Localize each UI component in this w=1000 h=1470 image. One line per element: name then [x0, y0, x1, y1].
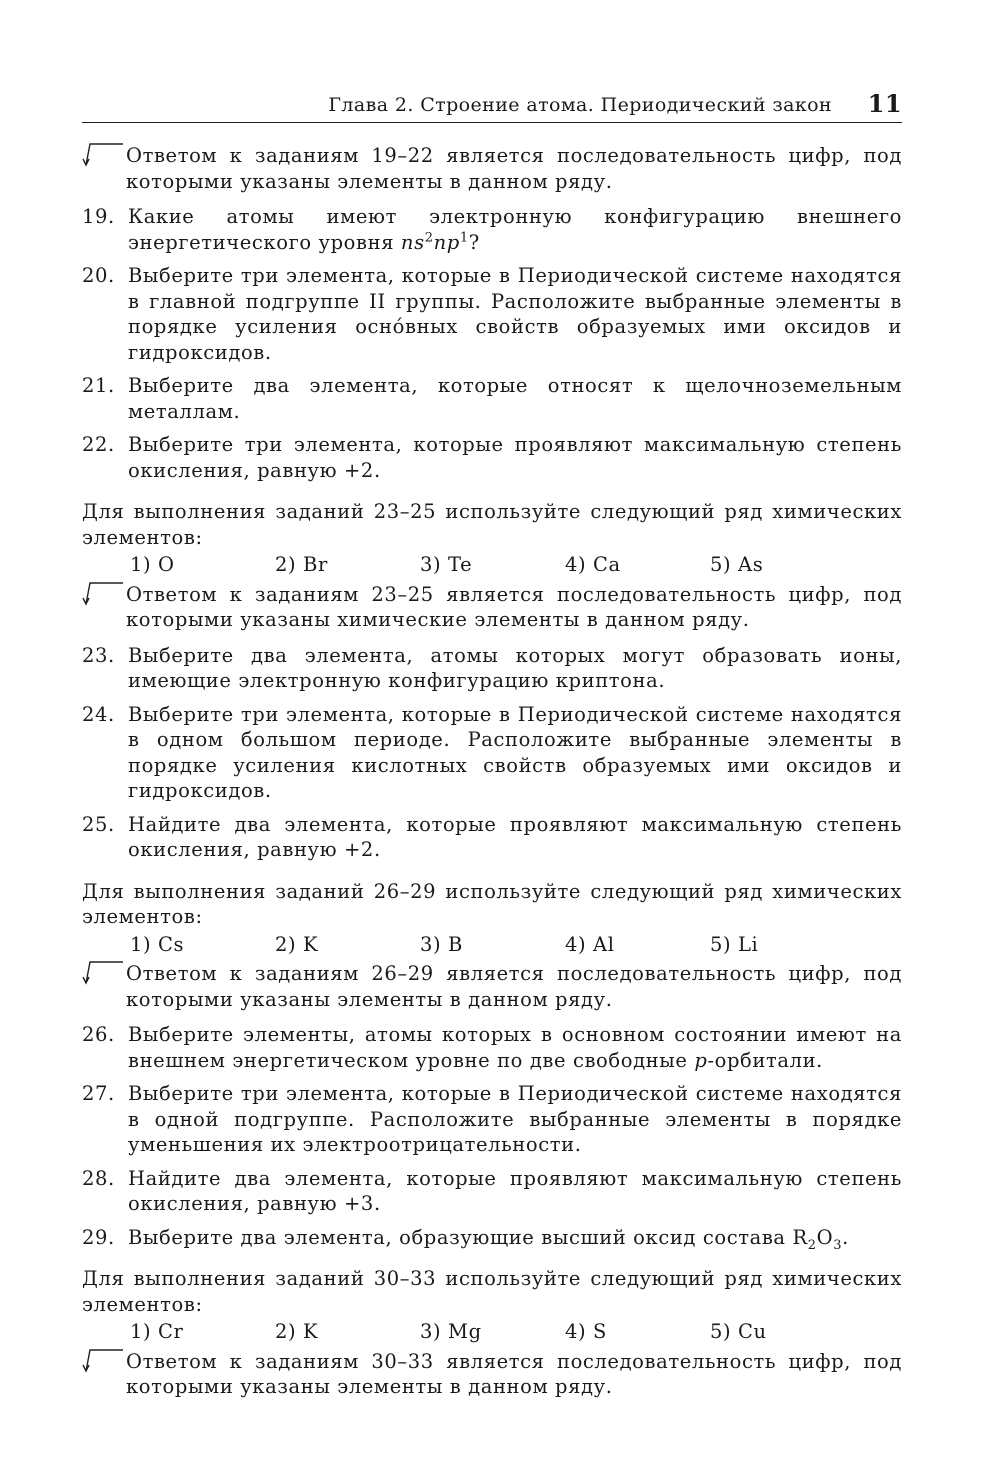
element-item: 1) Cr	[130, 1320, 184, 1343]
question-number: 24.	[82, 702, 115, 726]
answer-note	[82, 582, 902, 633]
question-end: .	[842, 1225, 849, 1249]
question-number: 22.	[82, 433, 115, 456]
element-item: 2) K	[275, 1320, 319, 1343]
element-item: 2) K	[275, 932, 319, 956]
question-end: -орбитали.	[707, 1048, 823, 1072]
element-item: 4) S	[565, 1320, 607, 1343]
element-item: 5) Cu	[710, 1320, 767, 1343]
question-text: Выберите два элемента, образующие высший оксид состава	[128, 1225, 786, 1249]
element-list	[82, 1319, 902, 1345]
question-text: Выберите три элемента, которые проявляют максимальную степень окисления, равную +2.	[128, 433, 902, 482]
question-27	[82, 1081, 902, 1158]
question-text: Выберите три элемента, которые в Периодической системе находятся в главной подгруппе II группы. Расположите выбранные элементы в порядке усиления осно́вных свойств образуемых ими оксидов и гидроксидов.	[128, 264, 902, 364]
question-21	[82, 373, 902, 424]
formula-part: ns	[400, 230, 425, 254]
answer-note	[82, 1349, 902, 1400]
question-text: Найдите два элемента, которые проявляют максимальную степень окисления, равную +2.	[128, 812, 902, 861]
block-intro: Для выполнения заданий 30–33 используйте следующий ряд химических элементов:	[82, 1267, 902, 1316]
note-text: Ответом к заданиям 19–22 является последовательность цифр, под которыми указаны элементы в данном ряду.	[126, 144, 902, 193]
element-item: 5) As	[710, 553, 764, 576]
question-number: 27.	[82, 1082, 115, 1105]
answer-bracket-icon	[82, 1349, 124, 1379]
subscript: 2	[807, 1237, 817, 1253]
question-number: 28.	[82, 1166, 115, 1190]
running-header	[82, 88, 902, 123]
question-number: 21.	[82, 374, 115, 397]
superscript: 2	[424, 230, 434, 245]
subscript: 3	[833, 1237, 843, 1253]
question-text: Выберите два элемента, которые относят к щелочноземельным металлам.	[128, 374, 902, 423]
question-text: Выберите два элемента, атомы которых могут образовать ионы, имеющие электронную конфигурацию криптона.	[128, 643, 902, 692]
orbital-letter: p	[694, 1048, 708, 1072]
question-number: 19.	[82, 205, 115, 228]
question-number: 23.	[82, 643, 115, 667]
note-text: Ответом к заданиям 26–29 является последовательность цифр, под которыми указаны элементы в данном ряду.	[126, 962, 902, 1011]
question-20	[82, 263, 902, 365]
question-28	[82, 1166, 902, 1217]
element-item: 3) B	[420, 932, 463, 956]
element-item: 1) Cs	[130, 932, 185, 956]
answer-bracket-icon	[82, 961, 124, 991]
content	[82, 143, 902, 1400]
question-number: 26.	[82, 1023, 115, 1046]
question-29	[82, 1225, 902, 1251]
element-item: 4) Al	[565, 932, 615, 956]
question-text: Выберите элементы, атомы которых в основном состоянии имеют на внешнем энергетическом уровне по две свободные	[128, 1023, 902, 1072]
question-number: 20.	[82, 264, 115, 287]
note-text: Ответом к заданиям 30–33 является последовательность цифр, под которыми указаны элементы в данном ряду.	[126, 1349, 902, 1398]
element-item: 3) Mg	[420, 1320, 482, 1343]
chapter-title: Глава 2. Строение атома. Периодический закон	[328, 94, 832, 116]
answer-bracket-icon	[82, 143, 124, 173]
element-item: 3) Te	[420, 553, 473, 576]
answer-bracket-icon	[82, 582, 124, 612]
question-22	[82, 432, 902, 483]
formula-part: O	[816, 1225, 834, 1249]
element-item: 1) O	[130, 553, 175, 576]
element-list	[82, 552, 902, 578]
question-24	[82, 702, 902, 804]
formula-part: np	[433, 230, 460, 254]
page-number: 11	[867, 89, 902, 118]
question-19	[82, 204, 902, 255]
question-number: 29.	[82, 1225, 115, 1249]
question-text: Найдите два элемента, которые проявляют максимальную степень окисления, равную +3.	[128, 1166, 902, 1215]
element-item: 4) Ca	[565, 553, 621, 576]
note-text: Ответом к заданиям 23–25 является последовательность цифр, под которыми указаны химические элементы в данном ряду.	[126, 582, 902, 631]
question-number: 25.	[82, 812, 115, 836]
answer-note	[82, 143, 902, 194]
answer-note	[82, 961, 902, 1012]
question-23	[82, 643, 902, 694]
superscript: 1	[459, 230, 469, 245]
question-end: ?	[468, 230, 480, 254]
question-text: Выберите три элемента, которые в Периодической системе находятся в одном большом периоде. Расположите выбранные элементы в порядке усиления кислотных свойств образуемых ими оксидов и гидроксидов.	[128, 702, 902, 802]
question-26	[82, 1022, 902, 1073]
question-text: Выберите три элемента, которые в Периодической системе находятся в одной подгруппе. Расположите выбранные элементы в порядке уменьшения их электроотрицательности.	[128, 1082, 902, 1156]
question-25	[82, 812, 902, 863]
page	[82, 88, 902, 1410]
element-item: 2) Br	[275, 553, 328, 576]
block-intro: Для выполнения заданий 23–25 используйте следующий ряд химических элементов:	[82, 500, 902, 549]
element-item: 5) Li	[710, 932, 759, 956]
element-list	[82, 932, 902, 958]
question-text: Какие атомы имеют электронную конфигурацию внешнего энергетического уровня	[128, 205, 902, 254]
block-intro: Для выполнения заданий 26–29 используйте следующий ряд химических элементов:	[82, 879, 902, 928]
formula-part: R	[792, 1225, 808, 1249]
